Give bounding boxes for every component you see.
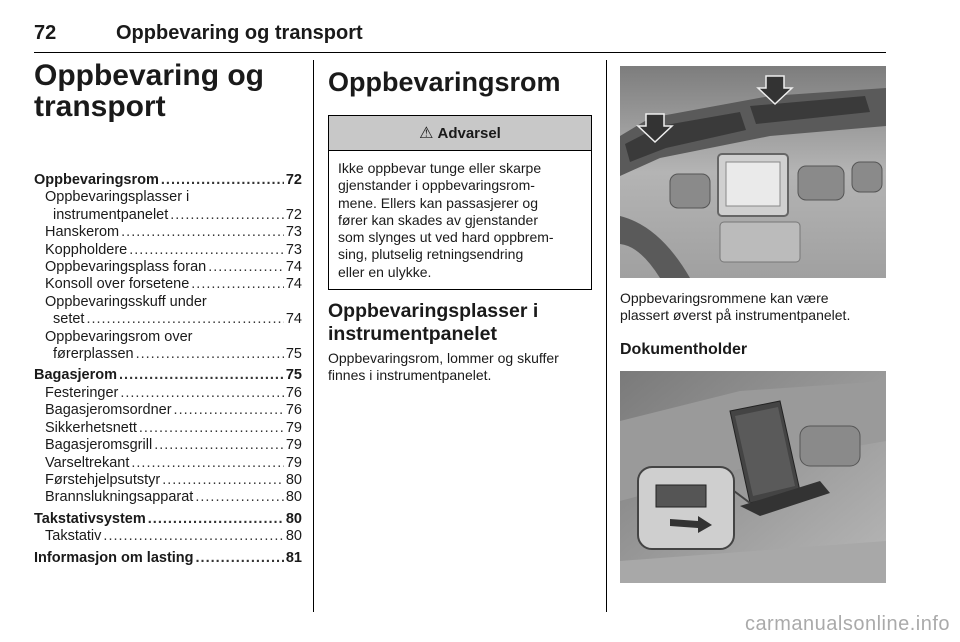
subsection-paragraph: Oppbevaringsrom, lommer og skuffer finnes i instrumentpanelet. bbox=[328, 350, 559, 384]
watermark: carmanualsonline.info bbox=[744, 613, 950, 635]
document-holder-heading: Dokumentholder bbox=[620, 340, 748, 358]
toc-item-over-forerplassen[interactable]: Oppbevaringsrom over bbox=[45, 328, 193, 345]
toc-item-oppbevaringsplasser[interactable]: Oppbevaringsplasser i bbox=[45, 189, 190, 206]
toc-item-skuff[interactable]: Oppbevaringsskuff under bbox=[45, 293, 207, 310]
header-title: Oppbevaring og transport bbox=[116, 22, 363, 44]
toc-item-oppbevaringsrom[interactable]: Oppbevaringsrom ..... 72 bbox=[34, 172, 302, 189]
toc-item-bagasjerom[interactable]: Bagasjerom ..... 75 bbox=[34, 367, 302, 384]
toc-item-sikkerhetsnett[interactable]: Sikkerhetsnett ..... 79 bbox=[34, 420, 302, 437]
content-column bbox=[328, 60, 592, 385]
toc-item-brannslukning[interactable]: Brannslukningsapparat ..... 80 bbox=[34, 489, 302, 506]
warning-text: Ikke oppbevar tunge eller skarpe gjenstander i oppbevaringsrom- mene. Ellers kan passasjerer og fører kan skades av gjenstander som slynges ut ved hard oppbrem- sing, plutselig retningsendring eller en ulykke. bbox=[338, 160, 554, 280]
column-divider-right bbox=[606, 60, 607, 612]
table-of-contents bbox=[34, 172, 302, 567]
toc-item-hanskerom[interactable]: Hanskerom ..... 73 bbox=[34, 224, 302, 241]
document-holder-illustration bbox=[620, 371, 886, 583]
illustration-column bbox=[620, 66, 886, 583]
column-divider-left bbox=[313, 60, 314, 612]
toc-item-oppbevaringsplasser-cont[interactable]: instrumentpanelet ..... 72 bbox=[34, 207, 302, 224]
toc-item-skuff-cont[interactable]: setet ..... 74 bbox=[34, 311, 302, 328]
toc-item-forstehjelp[interactable]: Førstehjelpsutstyr ..... 80 bbox=[34, 472, 302, 489]
toc-item-festeringer[interactable]: Festeringer ..... 76 bbox=[34, 385, 302, 402]
toc-column bbox=[34, 60, 302, 567]
toc-item-oppbevaringsplass-foran[interactable]: Oppbevaringsplass foran ..... 74 bbox=[34, 259, 302, 276]
page-number: 72 bbox=[34, 22, 57, 44]
warning-heading: Advarsel bbox=[437, 124, 501, 142]
toc-item-konsoll[interactable]: Konsoll over forsetene ..... 74 bbox=[34, 276, 302, 293]
subsection-title: Oppbevaringsplasser i instrumentpanelet bbox=[328, 300, 539, 346]
image-caption: Oppbevaringsrommene kan være plassert øverst på instrumentpanelet. bbox=[620, 290, 851, 324]
warning-box bbox=[328, 115, 592, 290]
section-title: Oppbevaringsrom bbox=[328, 67, 561, 97]
warning-triangle-icon: ⚠ bbox=[419, 125, 434, 142]
toc-item-koppholdere[interactable]: Koppholdere ..... 73 bbox=[34, 242, 302, 259]
toc-item-bagasjeromsgrill[interactable]: Bagasjeromsgrill ..... 79 bbox=[34, 437, 302, 454]
toc-item-varseltrekant[interactable]: Varseltrekant ..... 79 bbox=[34, 455, 302, 472]
toc-item-informasjon[interactable]: Informasjon om lasting ..... 81 bbox=[34, 550, 302, 567]
toc-item-bagasjeromsordner[interactable]: Bagasjeromsordner ..... 76 bbox=[34, 402, 302, 419]
toc-item-takstativ[interactable]: Takstativ ..... 80 bbox=[34, 528, 302, 545]
toc-item-over-forerplassen-cont[interactable]: førerplassen ..... 75 bbox=[34, 346, 302, 363]
toc-item-takstativsystem[interactable]: Takstativsystem ..... 80 bbox=[34, 511, 302, 528]
warning-header bbox=[329, 116, 591, 151]
page-header bbox=[34, 22, 886, 53]
chapter-title: Oppbevaring og transport bbox=[34, 59, 265, 123]
dashboard-storage-illustration bbox=[620, 66, 886, 278]
